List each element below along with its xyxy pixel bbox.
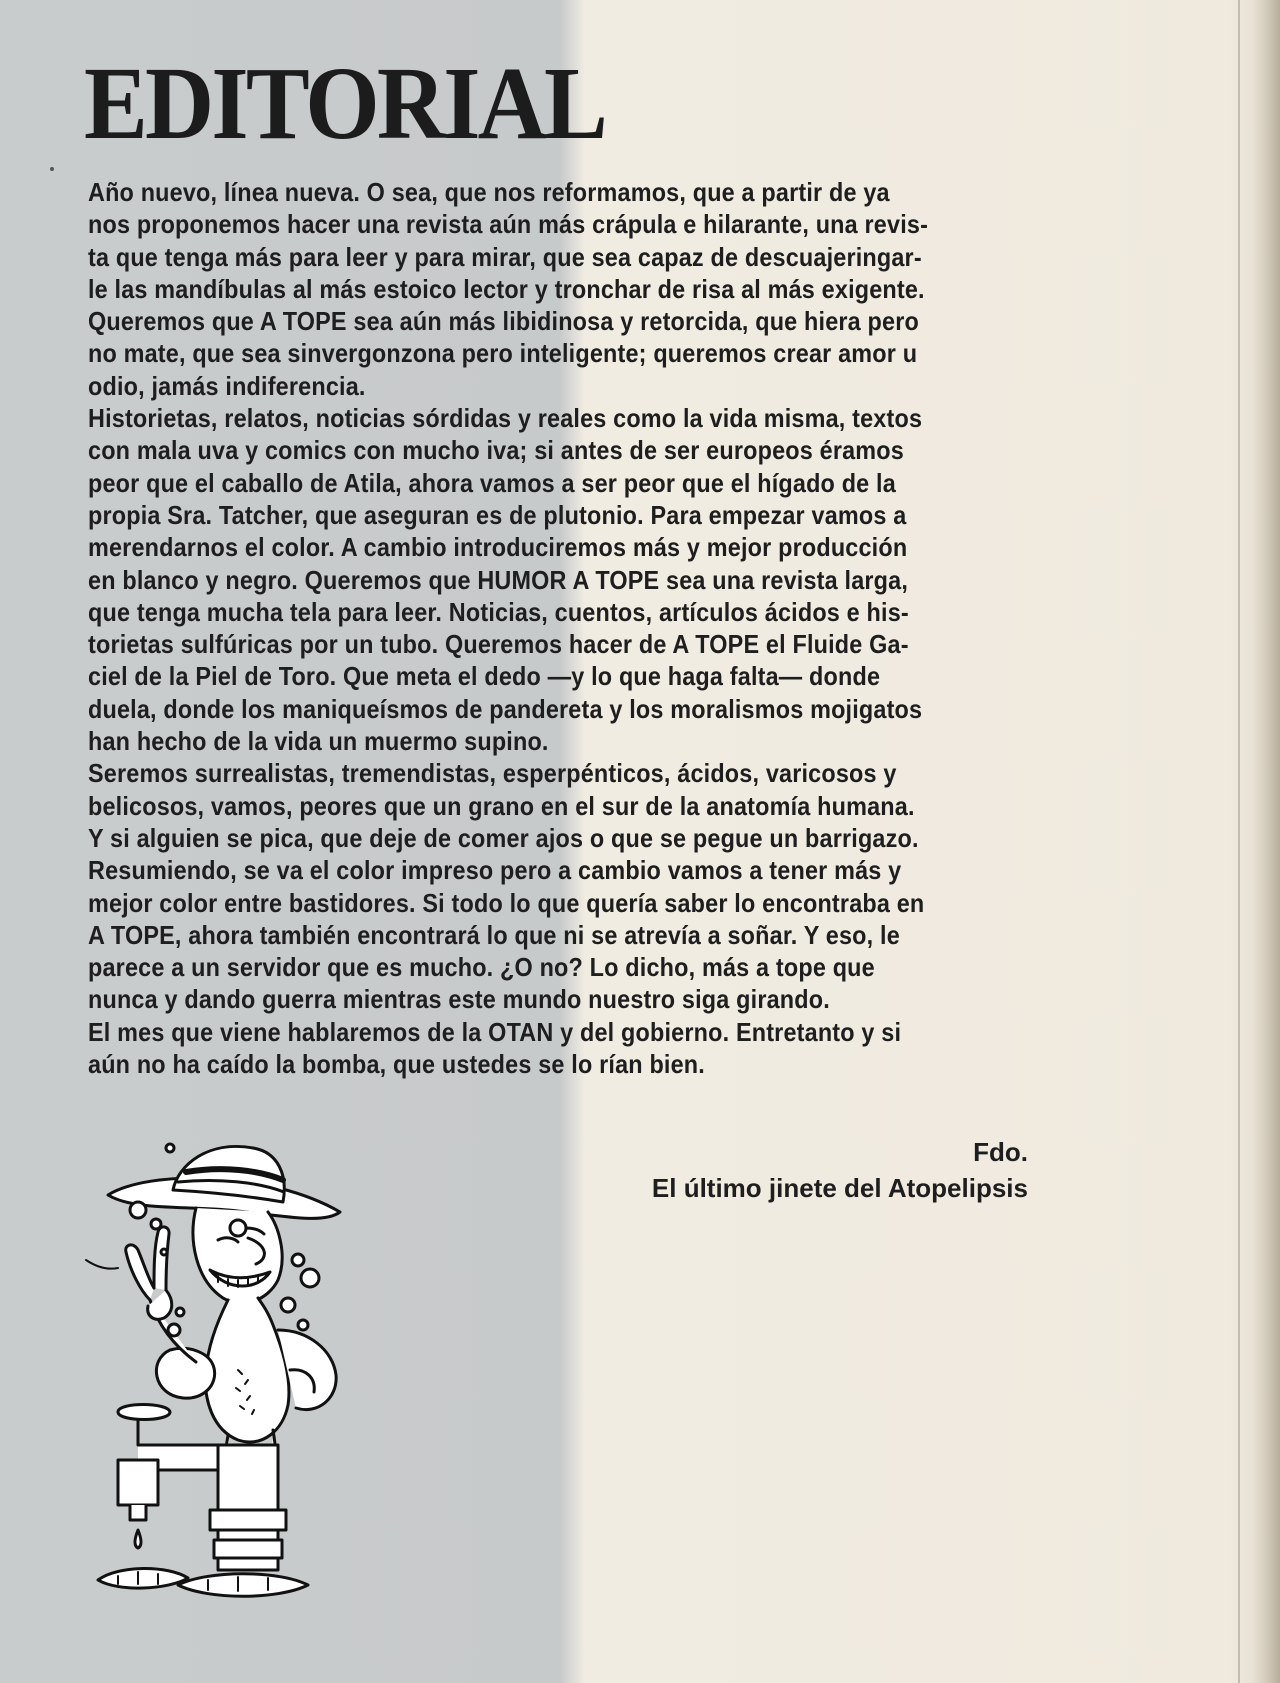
text-line: con mala uva y comics con mucho iva; si antes de ser europeos éramos (88, 435, 904, 466)
text-line: Seremos surrealistas, tremendistas, esperpénticos, ácidos, varicosos y (88, 758, 897, 789)
text-line: El mes que viene hablaremos de la OTAN y del gobierno. Entretanto y si (88, 1016, 902, 1047)
signature-block (652, 1134, 1028, 1206)
page-gutter-shadow (1252, 0, 1280, 1683)
text-line: en blanco y negro. Queremos que HUMOR A TOPE sea una revista larga, (88, 564, 909, 595)
text-line: mejor color entre bastidores. Si todo lo que quería saber lo encontraba en (88, 887, 925, 918)
page-fold (1238, 0, 1240, 1683)
text-line: aún no ha caído la bomba, que ustedes se lo rían bien. (88, 1049, 705, 1080)
text-line: peor que el caballo de Atila, ahora vamos a ser peor que el hígado de la (88, 467, 896, 498)
text-line: merendarnos el color. A cambio introduciremos más y mejor producción (88, 532, 908, 563)
text-line: Resumiendo, se va el color impreso pero a cambio vamos a tener más y (88, 855, 902, 886)
text-line: duela, donde los maniqueísmos de pandereta y los moralismos mojigatos (88, 693, 923, 724)
text-line: torietas sulfúricas por un tubo. Queremos hacer de A TOPE el Fluide Ga- (88, 629, 909, 660)
text-line: que tenga mucha tela para leer. Noticias, cuentos, artículos ácidos e his- (88, 596, 909, 627)
text-line: Queremos que A TOPE sea aún más libidinosa y retorcida, que hiera pero (88, 306, 919, 337)
text-line: ta que tenga más para leer y para mirar, que sea capaz de descuajeringar- (88, 241, 922, 272)
text-line: nunca y dando guerra mientras este mundo nuestro siga girando. (88, 984, 830, 1015)
cartoon-man-on-faucet-illustration (78, 1130, 378, 1610)
text-line: no mate, que sea sinvergonzona pero inteligente; queremos crear amor u (88, 338, 918, 369)
text-line: nos proponemos hacer una revista aún más crápula e hilarante, una revis- (88, 209, 929, 240)
print-speck (50, 167, 54, 171)
text-line: propia Sra. Tatcher, que aseguran es de plutonio. Para empezar vamos a (88, 499, 907, 530)
text-line: odio, jamás indiferencia. (88, 370, 366, 401)
text-line: Historietas, relatos, noticias sórdidas y reales como la vida misma, textos (88, 403, 923, 434)
signature-author: El último jinete del Atopelipsis (651, 1173, 1028, 1203)
page-title: EDITORIAL (84, 46, 606, 161)
text-line: A TOPE, ahora también encontrará lo que ni se atrevía a soñar. Y eso, le (88, 919, 900, 950)
text-line: han hecho de la vida un muermo supino. (88, 726, 549, 757)
signature-fdo: Fdo. (973, 1137, 1028, 1167)
text-line: ciel de la Piel de Toro. Que meta el dedo —y lo que haga falta— donde (88, 661, 881, 692)
text-line: Y si alguien se pica, que deje de comer ajos o que se pegue un barrigazo. (88, 822, 919, 853)
text-line: parece a un servidor que es mucho. ¿O no? Lo dicho, más a tope que (88, 952, 875, 983)
text-line: belicosos, vamos, peores que un grano en el sur de la anatomía humana. (88, 790, 915, 821)
editorial-body (88, 176, 1028, 1080)
text-line: le las mandíbulas al más estoico lector y tronchar de risa al más exigente. (88, 273, 925, 304)
text-line: Año nuevo, línea nueva. O sea, que nos reformamos, que a partir de ya (88, 177, 890, 207)
